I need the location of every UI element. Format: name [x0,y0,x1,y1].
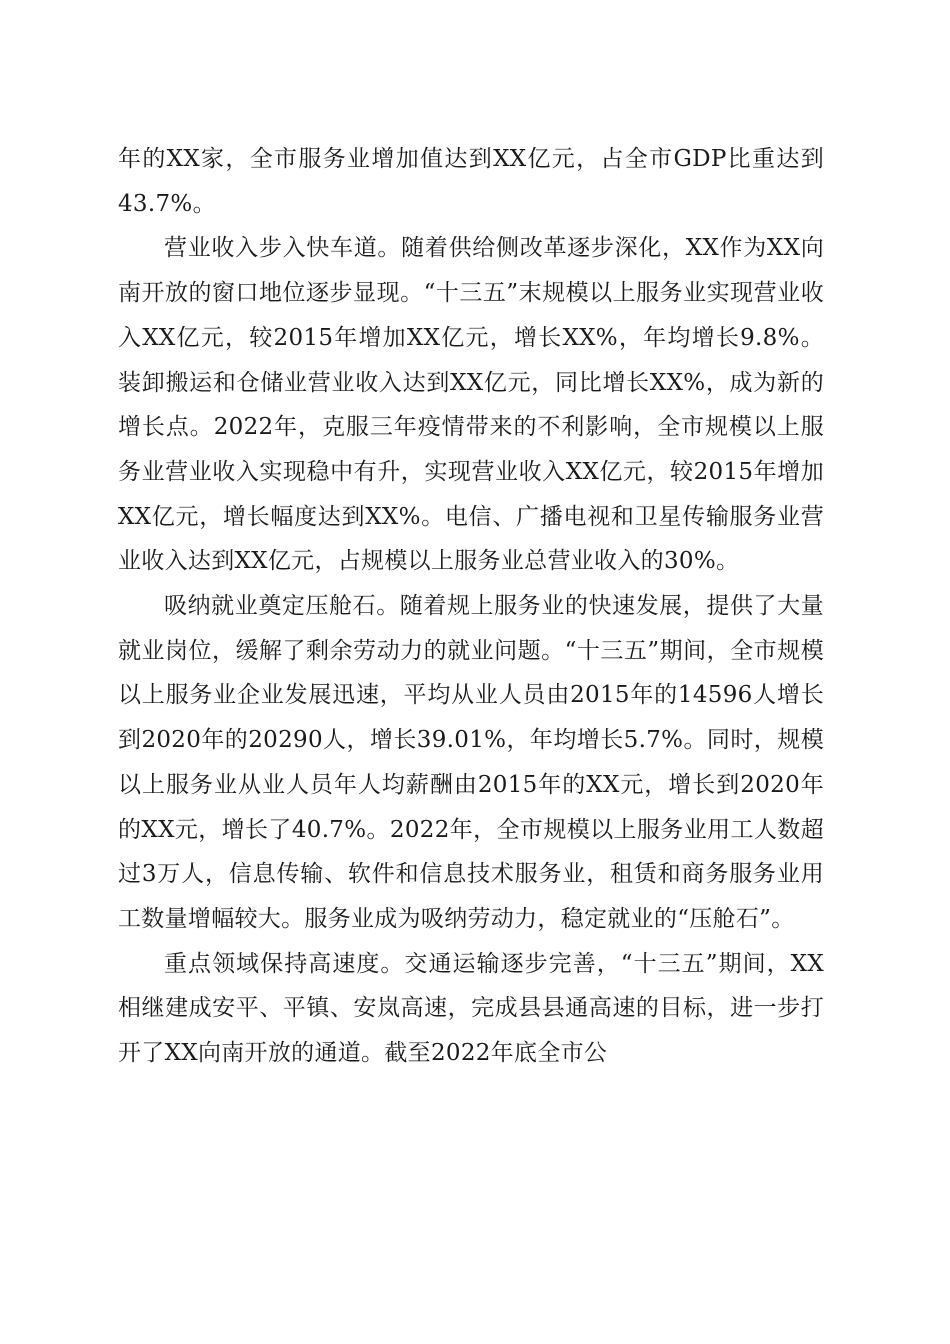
paragraph-key-sectors: 重点领域保持高速度。交通运输逐步完善，“十三五”期间，XX相继建成安平、平镇、安岚高速，完成县县通高速的目标，进一步打开了XX向南开放的通道。截至2022年底全市公 [118,950,824,1067]
paragraph-employment: 吸纳就业奠定压舱石。随着规上服务业的快速发展，提供了大量就业岗位，缓解了剩余劳动力的就业问题。“十三五”期间，全市规模以上服务业企业发展迅速，平均从业人员由2015年的14596人增长到2020年的20290人，增长39.01%，年均增长5.7%。同时，规模以上服务业从业人员年人均薪酬由2015年的XX元，增长到2020年的XX元，增长了40.7%。2022年，全市规模以上服务业用工人数超过3万人，信息传输、软件和信息技术服务业，租赁和商务服务业用工数量增幅较大。服务业成为吸纳劳动力，稳定就业的“压舱石”。 [118,593,824,932]
paragraph-continuation: 年的XX家，全市服务业增加值达到XX亿元，占全市GDP比重达到43.7%。 [118,146,824,217]
paragraph-operating-revenue: 营业收入步入快车道。随着供给侧改革逐步深化，XX作为XX向南开放的窗口地位逐步显现。“十三五”末规模以上服务业实现营业收入XX亿元，较2015年增加XX亿元，增长XX%，年均增长9.8%。装卸搬运和仓储业营业收入达到XX亿元，同比增长XX%，成为新的增长点。2022年，克服三年疫情带来的不利影响，全市规模以上服务业营业收入实现稳中有升，实现营业收入XX亿元，较2015年增加XX亿元，增长幅度达到XX%。电信、广播电视和卫星传输服务业营业收入达到XX亿元，占规模以上服务业总营业收入的30%。 [118,235,824,575]
body-text [118,137,824,1076]
